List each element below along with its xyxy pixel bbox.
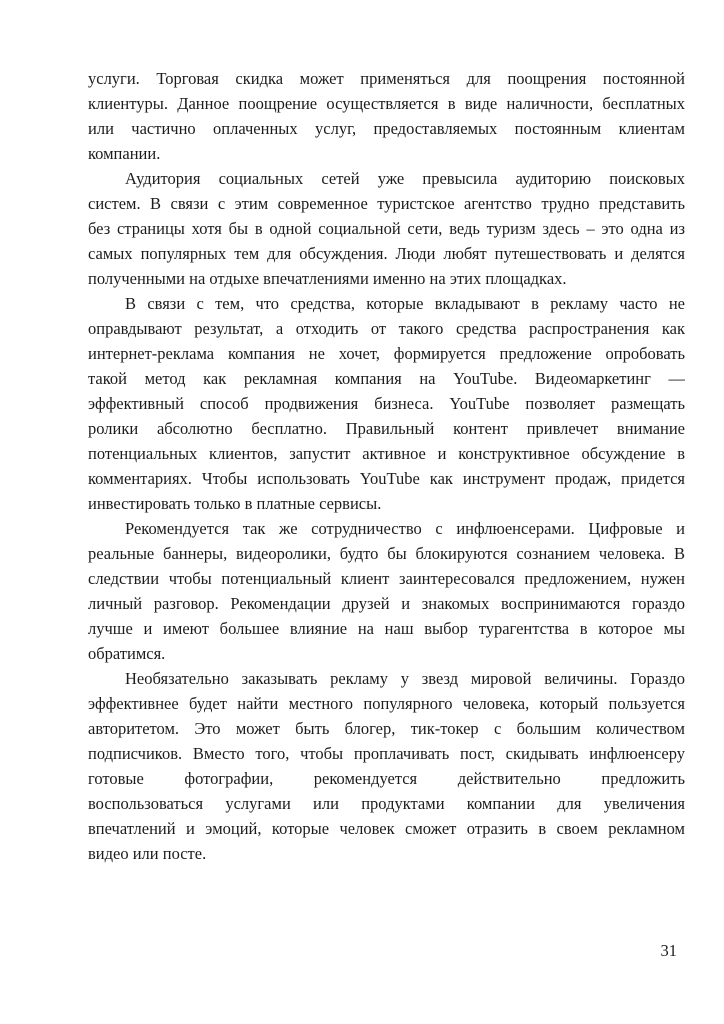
text-line: такой метод как рекламная компания на YouTube. Видеомаркетинг —	[88, 369, 685, 388]
text-line: эффективнее будет найти местного популярного человека, который пользуется	[88, 694, 685, 713]
text-line: подписчиков. Вместо того, чтобы проплачивать пост, скидывать инфлюенсеру	[88, 744, 685, 763]
text-line: самых популярных тем для обсуждения. Люди любят путешествовать и делятся	[88, 244, 685, 263]
text-line: комментариях. Чтобы использовать YouTube как инструмент продаж, придется	[88, 469, 685, 488]
text-line: эффективный способ продвижения бизнеса. YouTube позволяет размещать	[88, 394, 685, 413]
text-line: Рекомендуется так же сотрудничество с инфлюенсерами. Цифровые и	[125, 519, 685, 538]
text-line: Необязательно заказывать рекламу у звезд мировой величины. Гораздо	[125, 669, 685, 688]
text-line: личный разговор. Рекомендации друзей и знакомых воспринимаются гораздо	[88, 594, 685, 613]
text-line: инвестировать только в платные сервисы.	[88, 494, 382, 513]
text-line: услуги. Торговая скидка может применяться для поощрения постоянной	[88, 69, 685, 88]
text-line: В связи с тем, что средства, которые вкладывают в рекламу часто не	[125, 294, 685, 313]
text-line: реальные баннеры, видеоролики, будто бы блокируются сознанием человека. В	[88, 544, 685, 563]
text-line: клиентуры. Данное поощрение осуществляется в виде наличности, бесплатных	[88, 94, 685, 113]
text-line: ролики абсолютно бесплатно. Правильный контент привлечет внимание	[88, 419, 685, 438]
text-line: обратимся.	[88, 644, 166, 663]
text-line: полученными на отдыхе впечатлениями именно на этих площадках.	[88, 269, 567, 288]
paragraph	[88, 666, 685, 866]
text-line: систем. В связи с этим современное туристское агентство трудно представить	[88, 194, 685, 213]
text-line: оправдывают результат, а отходить от такого средства распространения как	[88, 319, 685, 338]
text-line: впечатлений и эмоций, которые человек сможет отразить в своем рекламном	[88, 819, 685, 838]
text-line: лучше и имеют большее влияние на наш выбор турагентства в которое мы	[88, 619, 685, 638]
document-text-block	[88, 66, 685, 866]
text-line: готовые фотографии, рекомендуется действительно предложить	[88, 769, 685, 788]
paragraph	[88, 66, 685, 166]
text-line: следствии чтобы потенциальный клиент заинтересовался предложением, нужен	[88, 569, 685, 588]
text-line: компании.	[88, 144, 161, 163]
text-line: видео или посте.	[88, 844, 207, 863]
text-line: воспользоваться услугами или продуктами компании для увеличения	[88, 794, 685, 813]
text-line: без страницы хотя бы в одной социальной сети, ведь туризм здесь – это одна из	[88, 219, 685, 238]
paragraph	[88, 291, 685, 516]
page-number: 31	[660, 941, 677, 960]
text-line: или частично оплаченных услуг, предоставляемых постоянным клиентам	[88, 119, 685, 138]
paragraph	[88, 166, 685, 291]
paragraph	[88, 516, 685, 666]
text-line: авторитетом. Это может быть блогер, тик-токер с большим количеством	[88, 719, 685, 738]
text-line: интернет-реклама компания не хочет, формируется предложение опробовать	[88, 344, 685, 363]
text-line: Аудитория социальных сетей уже превысила аудиторию поисковых	[125, 169, 685, 188]
text-line: потенциальных клиентов, запустит активное и конструктивное обсуждение в	[88, 444, 685, 463]
